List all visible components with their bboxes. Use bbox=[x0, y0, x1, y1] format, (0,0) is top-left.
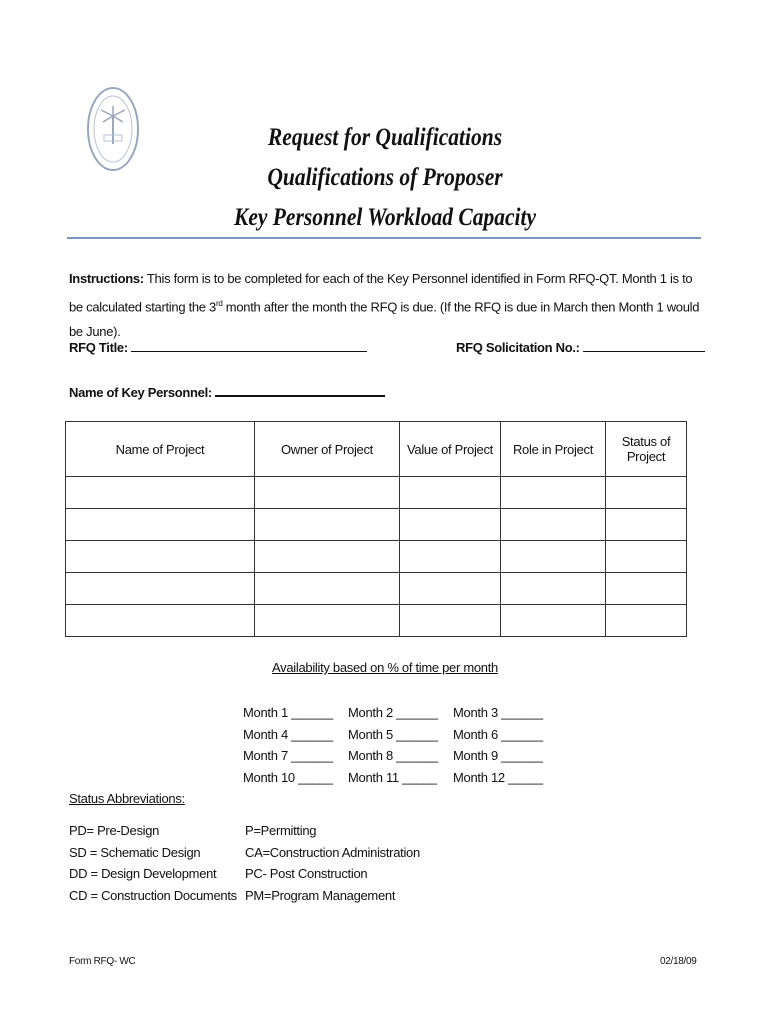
month-4[interactable]: Month 4 ______ bbox=[243, 727, 333, 742]
table-cell[interactable] bbox=[400, 605, 501, 637]
table-cell[interactable] bbox=[606, 541, 687, 573]
footer-form-id: Form RFQ- WC bbox=[69, 956, 136, 967]
month-9[interactable]: Month 9 ______ bbox=[453, 748, 543, 763]
title-line-3: Key Personnel Workload Capacity bbox=[234, 204, 536, 231]
table-cell[interactable] bbox=[66, 541, 255, 573]
key-personnel-field bbox=[69, 384, 385, 400]
status-cd: CD = Construction Documents bbox=[69, 888, 237, 903]
header-name-of-project: Name of Project bbox=[66, 422, 255, 477]
rfq-solicitation-label: RFQ Solicitation No.: bbox=[456, 340, 580, 355]
table-row bbox=[66, 573, 687, 605]
rfq-title-field bbox=[69, 340, 367, 355]
table-cell[interactable] bbox=[400, 509, 501, 541]
availability-title: Availability based on % of time per month bbox=[272, 660, 498, 675]
table-cell[interactable] bbox=[606, 509, 687, 541]
month-12[interactable]: Month 12 _____ bbox=[453, 770, 543, 785]
title-block bbox=[0, 118, 770, 238]
instructions-sup: rd bbox=[215, 299, 223, 308]
rfq-title-input[interactable] bbox=[131, 340, 367, 352]
month-6[interactable]: Month 6 ______ bbox=[453, 727, 543, 742]
status-pc: PC- Post Construction bbox=[245, 866, 368, 881]
table-cell[interactable] bbox=[606, 573, 687, 605]
header-owner-of-project: Owner of Project bbox=[255, 422, 400, 477]
title-divider bbox=[67, 237, 701, 239]
rfq-solicitation-input[interactable] bbox=[583, 340, 705, 352]
table-cell[interactable] bbox=[66, 573, 255, 605]
project-table bbox=[65, 421, 687, 637]
table-cell[interactable] bbox=[255, 541, 400, 573]
title-line-1: Request for Qualifications bbox=[267, 124, 503, 151]
table-row bbox=[66, 605, 687, 637]
footer-date: 02/18/09 bbox=[660, 956, 697, 967]
table-cell[interactable] bbox=[501, 605, 606, 637]
status-abbreviations-title: Status Abbreviations: bbox=[69, 791, 185, 806]
table-row bbox=[66, 509, 687, 541]
table-cell[interactable] bbox=[66, 509, 255, 541]
month-5[interactable]: Month 5 ______ bbox=[348, 727, 438, 742]
month-1[interactable]: Month 1 ______ bbox=[243, 705, 333, 720]
status-dd: DD = Design Development bbox=[69, 866, 217, 881]
table-cell[interactable] bbox=[501, 509, 606, 541]
status-pd: PD= Pre-Design bbox=[69, 823, 160, 838]
header-status-of-project: Status of Project bbox=[606, 422, 687, 477]
instructions-text-b: month after the month the RFQ is due. (If the RFQ is due in March then Month 1 would be June). bbox=[69, 299, 700, 340]
table-cell[interactable] bbox=[501, 541, 606, 573]
key-personnel-input[interactable] bbox=[215, 384, 385, 397]
status-pm: PM=Program Management bbox=[245, 888, 396, 903]
table-cell[interactable] bbox=[66, 477, 255, 509]
month-7[interactable]: Month 7 ______ bbox=[243, 748, 333, 763]
table-cell[interactable] bbox=[606, 605, 687, 637]
table-cell[interactable] bbox=[255, 477, 400, 509]
table-header-row bbox=[66, 422, 687, 477]
key-personnel-label: Name of Key Personnel: bbox=[69, 385, 212, 400]
table-row bbox=[66, 541, 687, 573]
table-cell[interactable] bbox=[606, 477, 687, 509]
table-cell[interactable] bbox=[255, 573, 400, 605]
month-11[interactable]: Month 11 _____ bbox=[348, 770, 437, 785]
table-cell[interactable] bbox=[501, 573, 606, 605]
table-cell[interactable] bbox=[400, 541, 501, 573]
status-p: P=Permitting bbox=[245, 823, 317, 838]
month-3[interactable]: Month 3 ______ bbox=[453, 705, 543, 720]
instructions-text-a: This form is to be completed for each of the Key Personnel identified in Form RFQ-QT. Month 1 is to be calculated starting the 3 bbox=[69, 271, 693, 315]
title-line-2: Qualifications of Proposer bbox=[267, 164, 503, 191]
month-10[interactable]: Month 10 _____ bbox=[243, 770, 333, 785]
instructions-label: Instructions: bbox=[69, 271, 144, 286]
header-role-in-project: Role in Project bbox=[501, 422, 606, 477]
table-cell[interactable] bbox=[400, 573, 501, 605]
table-cell[interactable] bbox=[400, 477, 501, 509]
table-cell[interactable] bbox=[255, 605, 400, 637]
table-row bbox=[66, 477, 687, 509]
rfq-solicitation-field bbox=[456, 340, 705, 355]
header-value-of-project: Value of Project bbox=[400, 422, 501, 477]
month-2[interactable]: Month 2 ______ bbox=[348, 705, 438, 720]
status-sd: SD = Schematic Design bbox=[69, 845, 201, 860]
rfq-title-label: RFQ Title: bbox=[69, 340, 128, 355]
status-ca: CA=Construction Administration bbox=[245, 845, 420, 860]
table-cell[interactable] bbox=[501, 477, 606, 509]
table-cell[interactable] bbox=[66, 605, 255, 637]
month-8[interactable]: Month 8 ______ bbox=[348, 748, 438, 763]
instructions bbox=[69, 266, 709, 344]
table-cell[interactable] bbox=[255, 509, 400, 541]
